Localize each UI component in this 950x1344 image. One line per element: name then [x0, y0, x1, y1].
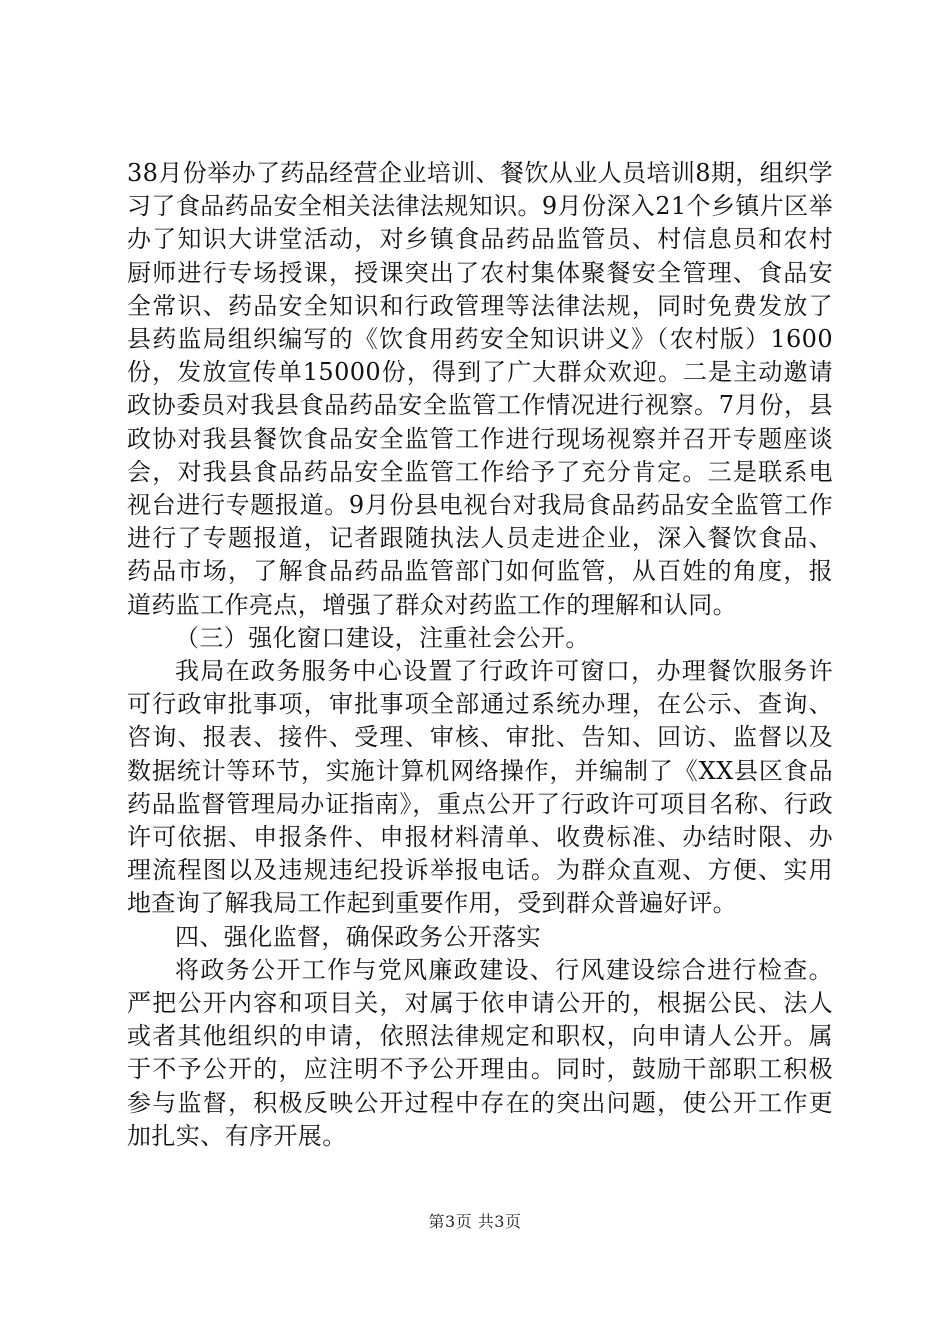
page-number: 第3页 共3页 [428, 1212, 522, 1231]
document-body [127, 157, 833, 1153]
paragraph-continued: 38月份举办了药品经营企业培训、餐饮从业人员培训8期，组织学习了食品药品安全相关法律法规知识。9月份深入21个乡镇片区举办了知识大讲堂活动，对乡镇食品药品监管员、村信息员和农村厨师进行专场授课，授课突出了农村集体聚餐安全管理、食品安全常识、药品安全知识和行政管理等法律法规，同时免费发放了县药监局组织编写的《饮食用药安全知识讲义》（农村版）1600份，发放宣传单15000份，得到了广大群众欢迎。二是主动邀请政协委员对我县食品药品安全监管工作情况进行视察。7月份，县政协对我县餐饮食品安全监管工作进行现场视察并召开专题座谈会，对我县食品药品安全监管工作给予了充分肯定。三是联系电视台进行专题报道。9月份县电视台对我局食品药品安全监管工作进行了专题报道，记者跟随执法人员走进企业，深入餐饮食品、药品市场，了解食品药品监管部门如何监管，从百姓的角度，报道药监工作亮点，增强了群众对药监工作的理解和认同。 [127, 159, 833, 619]
paragraph-window: 我局在政务服务中心设置了行政许可窗口，办理餐饮服务许可行政审批事项，审批事项全部通过系统办理，在公示、查询、咨询、报表、接件、受理、审核、审批、告知、回访、监督以及数据统计等环节，实施计算机网络操作，并编制了《XX县区食品药品监督管理局办证指南》，重点公开了行政许可项目名称、行政许可依据、申报条件、申报材料清单、收费标准、办结时限、办理流程图以及违规违纪投诉举报电话。为群众直观、方便、实用地查询了解我局工作起到重要作用，受到群众普遍好评。 [127, 657, 833, 918]
paragraph-supervision: 将政务公开工作与党风廉政建设、行风建设综合进行检查。严把公开内容和项目关，对属于依申请公开的，根据公民、法人或者其他组织的申请，依照法律规定和职权，向申请人公开。属于不予公开的，应注明不予公开理由。同时，鼓励干部职工积极参与监督，积极反映公开过程中存在的突出问题，使公开工作更加扎实、有序开展。 [127, 955, 833, 1150]
section-heading-4: 四、强化监督，确保政务公开落实 [175, 922, 541, 951]
section-heading-3: （三）强化窗口建设，注重社会公开。 [175, 623, 590, 652]
